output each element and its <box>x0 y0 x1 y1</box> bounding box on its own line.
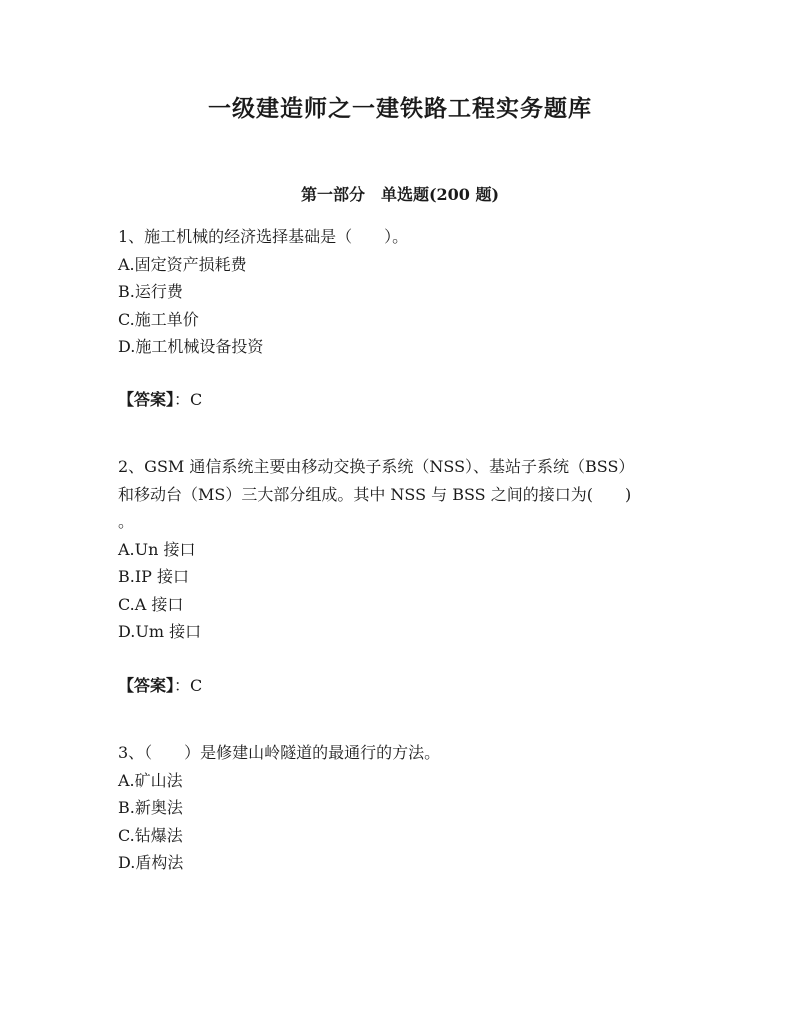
question-3 <box>118 739 678 877</box>
question-1-stem: 1、施工机械的经济选择基础是（ ）。 <box>118 227 409 246</box>
answer-value: ：C <box>174 676 203 695</box>
question-1 <box>118 223 678 361</box>
question-3-option-c: C.钻爆法 <box>118 825 183 845</box>
question-1-option-b: B.运行费 <box>118 282 183 301</box>
answer-label: 【答案】 <box>118 676 175 695</box>
question-1-option-a: A.固定资产损耗费 <box>118 254 247 274</box>
question-2-option-d: D.Um 接口 <box>118 622 202 641</box>
question-3-option-a: A.矿山法 <box>118 770 183 790</box>
question-1-option-d: D.施工机械设备投资 <box>118 337 264 356</box>
question-2 <box>118 453 698 646</box>
question-2-stem-line-2: 和移动台（MS）三大部分组成。其中 NSS 与 BSS 之间的接口为( ) <box>118 484 632 504</box>
question-1-answer <box>118 386 202 414</box>
question-1-option-c: C.施工单价 <box>118 309 199 329</box>
question-2-option-b: B.IP 接口 <box>118 567 190 586</box>
section-title: 第一部分 单选题(200 题) <box>300 185 500 204</box>
question-3-option-b: B.新奥法 <box>118 798 183 817</box>
question-2-stem-line-1: 2、GSM 通信系统主要由移动交换子系统（NSS）、基站子系统（BSS） <box>118 457 635 476</box>
question-2-option-a: A.Un 接口 <box>118 539 196 559</box>
document-title: 一级建造师之一建铁路工程实务题库 <box>208 95 592 122</box>
answer-value: ：C <box>174 390 203 409</box>
question-3-option-d: D.盾构法 <box>118 853 184 872</box>
question-3-stem: 3、（ ）是修建山岭隧道的最通行的方法。 <box>118 743 441 762</box>
question-2-answer <box>118 672 202 700</box>
question-2-option-c: C.A 接口 <box>118 594 184 614</box>
question-2-stem-line-3: 。 <box>118 512 135 531</box>
answer-label: 【答案】 <box>118 390 175 409</box>
